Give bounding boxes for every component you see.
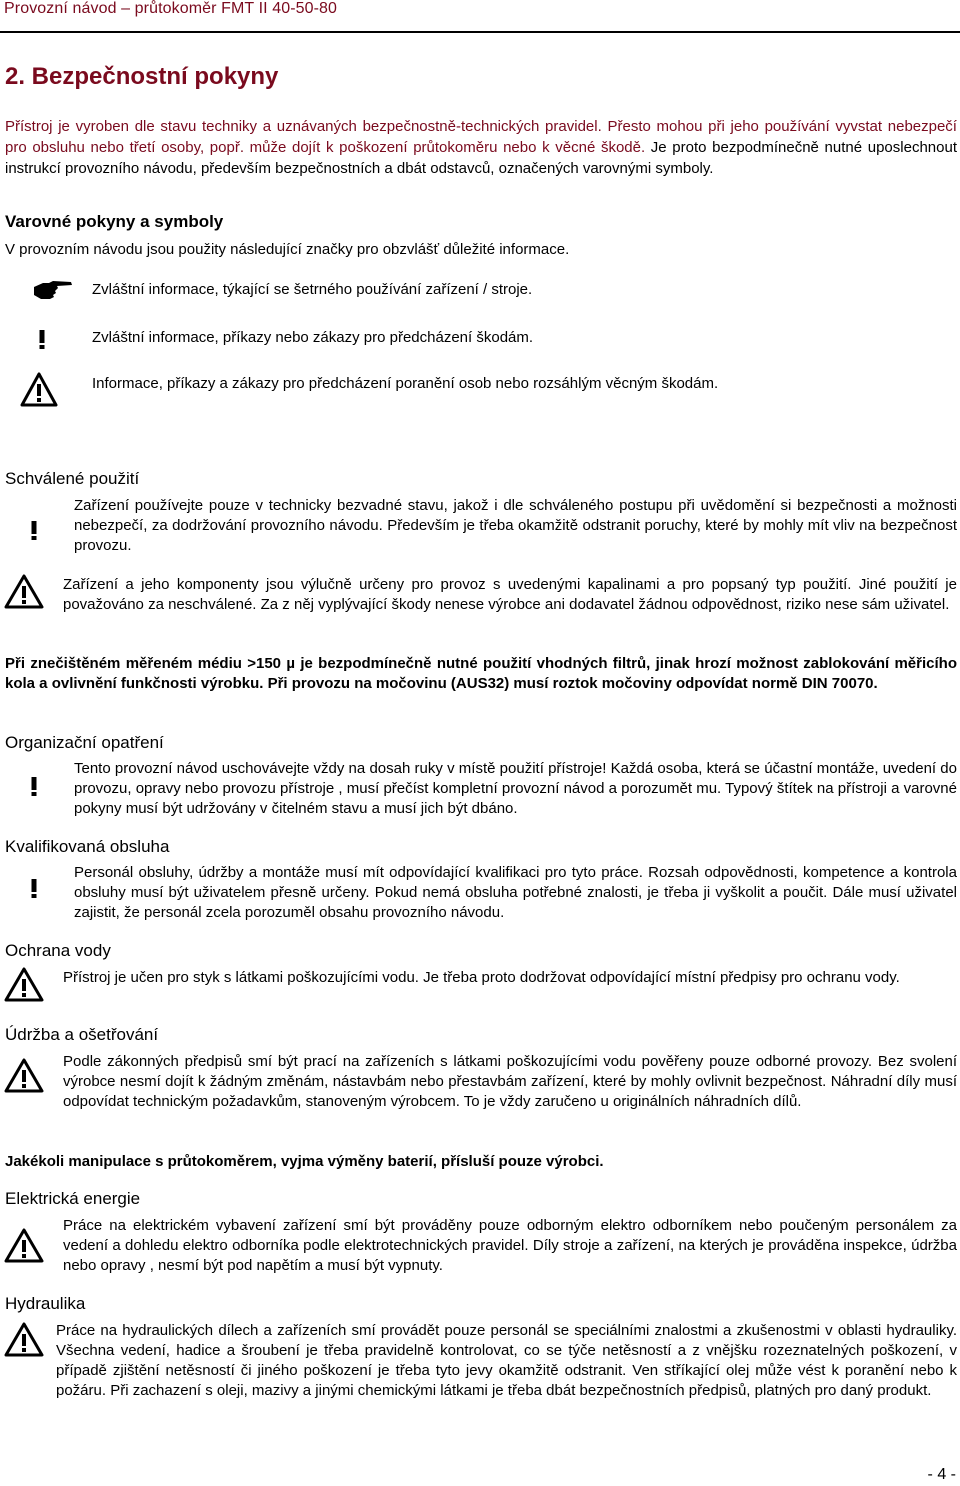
running-header: Provozní návod – průtokoměr FMT II 40-50-80	[4, 0, 338, 17]
warnings-heading: Varovné pokyny a symboly	[5, 212, 224, 231]
warning-triangle-icon	[4, 1058, 44, 1099]
manipulation-note: Jakékoli manipulace s průtokoměrem, vyjma výměny baterií, přísluší pouze výrobci.	[5, 1153, 604, 1170]
exclamation-icon	[36, 329, 48, 356]
organization-heading: Organizační opatření	[5, 733, 164, 752]
intro-highlight-1: Přístroj je vyroben dle stavu techniky a uznávaných bezpečnostně-technických pravidel. Přesto mohou při jeho používání	[5, 118, 830, 135]
hydraulics-text: Práce na hydraulických dílech a zařízeních smí provádět pouze personál se speciálními znalostmi a zkušenostmi v oblasti hydrauliky. Všechna vedení, hadice a šroubení je třeba pravidelně kontrolovat, co se týče netěsností a z vnějšku rozeznatelných poškození, v případě zjištění netěsností či jiného poškození je třeba tyto jevy okamžitě odstranit. Ven stříkající olej může vést k poranění nebo k požáru. Při zachazení s oleji, mazivy a jinými chemickými látkami je třeba dbát bezpečnostních předpisů, platných pro daný produkt.	[56, 1322, 957, 1399]
warning-triangle-icon	[4, 1322, 44, 1363]
section-intro	[5, 116, 957, 179]
hydraulics-heading: Hydraulika	[5, 1294, 86, 1313]
qualified-heading: Kvalifikovaná obsluha	[5, 837, 170, 856]
symbol-text-injury: Informace, příkazy a zákazy pro předcházení poranění osob nebo rozsáhlým věcným škodám.	[92, 375, 719, 392]
intro-highlight-2: vyvstat nebezpečí pro obsluhu nebo třetí osoby, popř. může dojít k poškození průtokoměru nebo k věcné škodě.	[5, 118, 957, 156]
qualified-text: Personál obsluhy, údržby a montáže musí mít odpovídající kvalifikaci pro tyto práce. Rozsah odpovědnosti, kompetence a kontrola obsluhy musí být uživatelem přesně určeny. Pokud nemá obsluha potřebné znalosti, je třeba ji vyškolit a poučit. Dále musí uživatel zajistit, že personál zcela porozuměl obsahu provozního návodu.	[74, 864, 957, 921]
section-title: 2. Bezpečnostní pokyny	[5, 63, 279, 90]
approved-use-paragraph-1: Zařízení používejte pouze v technicky bezvadné stavu, jakož i dle schváleného postupu při uvědomění si bezpečnosti a možnosti nebezpečí, za dodržování provozního návodu. Především je třeba okamžitě odstranit poruchy, které by mohly mít vliv na bezpečnost provozu.	[74, 497, 957, 554]
exclamation-icon	[28, 877, 40, 906]
organization-text: Tento provozní návod uschovávejte vždy na dosah ruky v místě použití přístroje! Každá osoba, která se účastní montáže, uvedení do provozu, opravy nebo provozu přístroje , musí přečíst kompletní provozní návod a porozumět mu. Typový štítek na přístroji a varovné pokyny musí být udržovány v čitelném stavu a musí jich být dbáno.	[74, 760, 957, 817]
symbol-text-damage: Zvláštní informace, příkazy nebo zákazy pro předcházení škodám.	[92, 329, 534, 346]
header-rule	[0, 31, 960, 33]
warning-triangle-icon	[4, 574, 44, 615]
approved-use-paragraph-2: Zařízení a jeho komponenty jsou výlučně určeny pro provoz s uvedenými kapalinami a pro popsaný typ použití. Jiné použití je považováno za neschválené. Za z něj vyplývající škody nenese výrobce ani dodavatel žádnou odpovědnost, riziko nese sám uživatel.	[63, 576, 957, 613]
warning-triangle-icon	[4, 1228, 44, 1269]
water-text: Přístroj je učen pro styk s látkami poškozujícími vodu. Je třeba proto dodržovat odpovídající místní předpisy pro ochranu vody.	[63, 969, 900, 986]
approved-use-heading: Schválené použití	[5, 469, 140, 488]
page-number: - 4 -	[927, 1466, 956, 1483]
maintenance-heading: Údržba a ošetřování	[5, 1025, 159, 1044]
electrical-text: Práce na elektrickém vybavení zařízení smí být prováděny pouze odborným elektro odborníkem nebo poučeným personálem za vedení a dohledu elektro odborníka podle elektrotechnických pravidel. Díly stroje a zařízení, na kterých je prováděna inspekce, údržba nebo opravy , nesmí být pod napětím a musí být vypnuty.	[63, 1217, 957, 1274]
intro-rest: Je proto bezpodmínečně nutné uposlechnout instrukcí provozního návodu, především bezpečnostních a dbát odstavců, označených varovnými symboly.	[5, 139, 957, 177]
exclamation-icon	[28, 519, 40, 548]
exclamation-icon	[28, 775, 40, 804]
warnings-intro: V provozním návodu jsou použity následující značky pro obzvlášť důležité informace.	[5, 241, 570, 258]
pointing-hand-icon	[33, 279, 73, 306]
filter-note: Při znečištěném měřeném médiu >150 µ je bezpodmínečně nutné použití vhodných filtrů, jinak hrozí možnost zablokování měřicího kola a ovlivnění funkčnosti výrobku. Při provozu na močovinu (AUS32) musí roztok močoviny odpovídat normě DIN 70070.	[5, 655, 957, 692]
maintenance-text: Podle zákonných předpisů smí být prací na zařízeních s látkami poškozujícími vodu pověřeny pouze odborné provozy. Bez svolení výrobce nesmí dojít k žádným změnám, nástavbám nebo přestavbám zařízení, které by mohly ovlivnit bezpečnost. Náhradní díly musí odpovídat technickým požadavkům, stanoveným výrobcem. To je vždy zaručeno u originálních náhradních dílů.	[63, 1053, 957, 1110]
electrical-heading: Elektrická energie	[5, 1189, 141, 1208]
water-heading: Ochrana vody	[5, 941, 111, 960]
warning-triangle-icon	[20, 372, 58, 413]
symbol-text-care: Zvláštní informace, týkající se šetrného používání zařízení / stroje.	[92, 281, 533, 298]
warning-triangle-icon	[4, 967, 44, 1008]
